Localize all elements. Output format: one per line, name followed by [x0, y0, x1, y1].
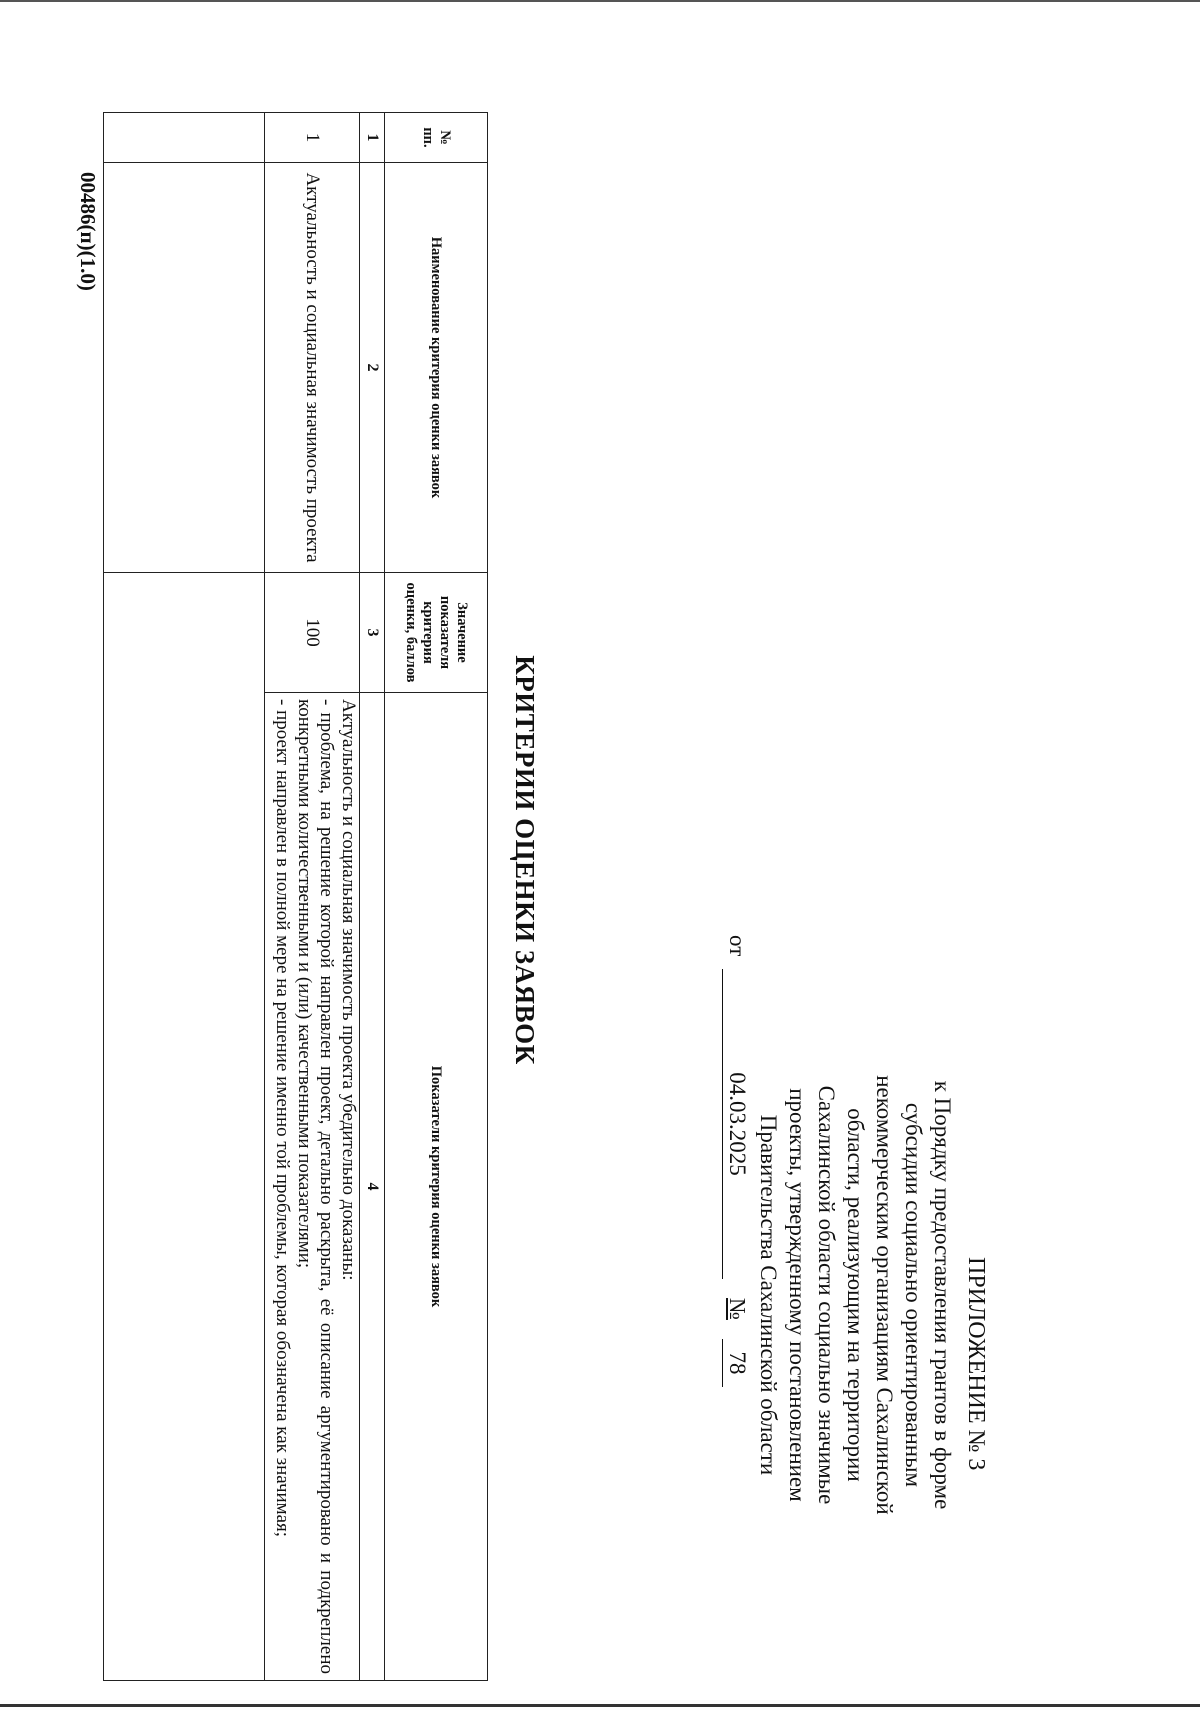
column-number: 2	[360, 163, 385, 573]
column-number: 4	[360, 693, 385, 1681]
criteria-table	[103, 112, 488, 1681]
header-indicators: Показатели критерия оценки заявок	[385, 693, 488, 1681]
resolution-number: 78	[722, 1339, 752, 1387]
column-number-row	[360, 113, 385, 1681]
appendix-block	[722, 935, 990, 1655]
appendix-line: к Порядку предоставления грантов в форме	[930, 1080, 955, 1510]
appendix-line: области, реализующим на территории	[843, 1108, 868, 1482]
header-name: Наименование критерия оценки заявок	[385, 163, 488, 573]
document-code: 00486(п)(1.0)	[76, 172, 100, 291]
indicator-intro: Актуальность и социальная значимость проекта убедительно доказаны:	[338, 699, 359, 1281]
table-row-continuation	[104, 113, 265, 1681]
header-num: № пп.	[385, 113, 488, 163]
appendix-line: субсидии социально ориентированным	[901, 1102, 926, 1488]
date-prefix: от	[725, 935, 750, 957]
empty-cell	[104, 163, 265, 573]
table-row	[265, 113, 360, 1681]
indicator-item: - проблема, на решение которой направлен проект, детально раскрыта, её описание аргументировано и подкреплено конкретными количественными и (или) качественными показателями;	[294, 699, 337, 1674]
appendix-date-line	[722, 935, 752, 1655]
empty-cell	[104, 113, 265, 163]
criterion-value: 100	[265, 573, 360, 693]
appendix-line: проекты, утвержденному постановлением	[785, 1088, 810, 1502]
appendix-text	[754, 935, 957, 1655]
number-label-wrap	[723, 1279, 752, 1339]
page-title: КРИТЕРИИ ОЦЕНКИ ЗАЯВОК	[510, 655, 540, 1065]
criterion-name: Актуальность и социальная значимость проекта	[265, 163, 360, 573]
column-number: 1	[360, 113, 385, 163]
appendix-line: Сахалинской области социально значимые	[814, 1085, 839, 1505]
appendix-line: Правительства Сахалинской области	[756, 1114, 781, 1476]
header-value: Значение показателя критерия оценки, баллов	[385, 573, 488, 693]
indicator-item: - проект направлен в полной мере на решение именно той проблемы, которая обозначена как значимая;	[272, 699, 293, 1538]
column-number: 3	[360, 573, 385, 693]
table-header-row	[385, 113, 488, 1681]
row-number: 1	[265, 113, 360, 163]
empty-cell	[104, 573, 265, 1681]
appendix-line: некоммерческим организациям Сахалинской	[872, 1075, 897, 1515]
criterion-indicators	[265, 693, 360, 1681]
resolution-date: 04.03.2025	[722, 969, 752, 1279]
appendix-title: ПРИЛОЖЕНИЕ № 3	[963, 1257, 989, 1471]
number-label: №	[725, 1298, 750, 1320]
